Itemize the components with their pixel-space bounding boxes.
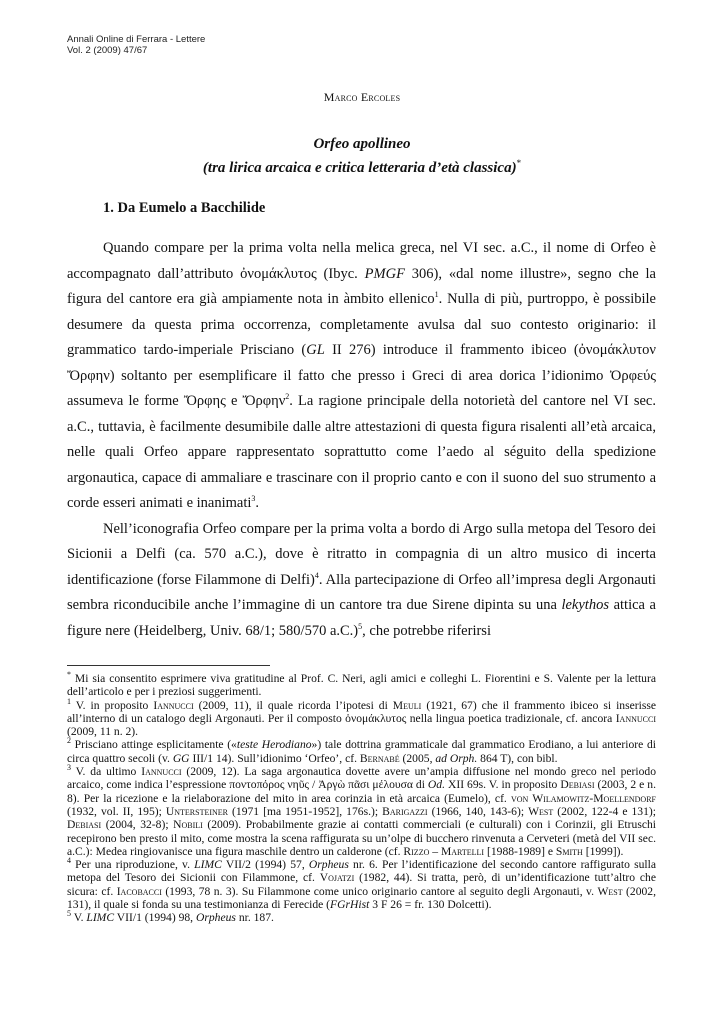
text-run: V. in proposito: [71, 698, 154, 712]
italic-run: PMGF: [364, 265, 405, 282]
cited-author: Debiasi: [67, 818, 102, 832]
title-line-1: Orfeo apollineo: [313, 136, 411, 152]
text-run: (2005,: [399, 751, 436, 765]
text-run: III/1 14). Sull’idionimo ‘Orfeo’, cf.: [189, 751, 360, 765]
text-run: [1999]).: [582, 844, 624, 858]
text-run: VII/2 (1994) 57,: [221, 858, 309, 872]
footnote-mark: 1: [67, 696, 71, 706]
journal-name: Annali Online di Ferrara - Lettere: [67, 34, 206, 45]
cited-author: Iannucci: [153, 698, 194, 712]
body-text: [67, 236, 656, 644]
italic-run: GG: [172, 751, 190, 765]
text-run: Nell’iconografia Orfeo compare per la prima volta a bordo di Argo sulla metopa del Tesoro dei Sicionii a Delfi (ca. 570 a.C.), dove è ritratto in compagnia di un altro musico di incerta identificazione (forse Filammone di Delfi): [67, 520, 656, 588]
cited-author: Meuli: [392, 698, 422, 712]
italic-run: Orpheus: [195, 911, 236, 925]
paragraph-2: [67, 517, 656, 645]
italic-run: GL: [306, 342, 325, 358]
footnote-mark: 4: [67, 856, 71, 866]
italic-run: FGrHist: [330, 898, 370, 912]
footnote-ref-1[interactable]: 1: [434, 290, 439, 300]
footnote-5: [67, 911, 656, 924]
cited-author: Smith: [555, 844, 583, 858]
cited-author: Rizzo – Martelli: [403, 844, 485, 858]
text-run: (2009, 11 n. 2).: [67, 725, 139, 739]
text-run: (2009, 11), il quale ricorda l’ipotesi di: [193, 698, 393, 712]
footnote-star: [67, 672, 656, 699]
footnotes: [67, 672, 656, 925]
text-run: . Alla partecipazione di Orfeo all’impresa degli Argonauti sembra riconducibile anche l’immagine di un cantore tra due Sirene dipinta su una: [67, 571, 657, 613]
section-heading: 1. Da Eumelo a Bacchilide: [103, 200, 266, 216]
text-run: .: [255, 495, 260, 511]
footnote-text: Mi sia consentito esprimere viva gratitudine al Prof. C. Neri, agli amici e colleghi L. Fiorentini e S. Valente per la lettura dell’articolo e per i preziosi suggerimenti.: [67, 672, 656, 699]
text-run: (2009, 12). La saga argonautica dovette avere un’ampia diffusione nel mondo greco nel periodo arcaico, come indica l’espressione ποντοπόρος νηῦς / Ἀργὼ πᾶσι μέλουσα di: [67, 765, 656, 792]
italic-run: ad Orph.: [435, 751, 478, 765]
text-run: (2002, 122-4 e 131);: [553, 804, 656, 818]
text-run: XII 69s. V. in proposito: [444, 778, 561, 792]
text-run: 3 F 26 = fr. 130 Dolcetti).: [369, 898, 492, 912]
text-run: , che potrebbe riferirsi: [362, 622, 491, 639]
italic-run: LIMC: [86, 911, 115, 925]
footnote-1: [67, 696, 656, 739]
text-run: (2002, 131), il quale si fonda su una testimonianza di Ferecide (: [67, 884, 656, 912]
text-run: (2003, 2 e n. 8). Per la ricezione e la rielaborazione del mito in area corinzia in età arcaica (Eumelo), cf.: [67, 778, 656, 805]
cited-author: Iannucci: [615, 711, 656, 725]
text-run: (1982, 44). Si tratta, però, di un’identificazione tutt’altro che sicura: cf.: [67, 871, 656, 898]
cited-author: Barigazzi: [382, 804, 428, 818]
text-run: nr. 6. Per l’identificazione del secondo cantore raffigurato sulla metopa del Tesoro dei Sicionii con Filammone, cf.: [67, 858, 657, 885]
paragraph-1: [67, 236, 656, 517]
text-run: VII/1 (1994) 98,: [114, 911, 196, 925]
text-run: 306), «dal nome illustre», segno che la figura del cantore era già ampiamente nota in àmbito ellenico: [67, 265, 656, 307]
text-run: [1988-1989] e: [484, 844, 556, 858]
cited-author: von Wilamowitz-Moellendorf: [510, 791, 656, 805]
text-run: nr. 187.: [235, 911, 274, 925]
footnote-mark: *: [67, 670, 71, 680]
text-run: . Nulla di più, purtroppo, è possibile desumere da questa prima occorrenza, completamente avulsa dal suo contesto originario: il grammatico tardo-imperiale Prisciano (: [67, 291, 656, 358]
footnote-4: [67, 858, 656, 911]
author-name: Marco Ercoles: [323, 90, 401, 104]
cited-author: Untersteiner: [165, 804, 229, 818]
italic-run: Orpheus: [308, 858, 349, 872]
text-run: Quando compare per la prima volta nella melica greca, nel VI sec. a.C., il nome di Orfeo è accompagnato dall’attributo ὀνομάκλυτος (Ibyc.: [67, 240, 656, 282]
text-run: (1966, 140, 143-6);: [427, 804, 529, 818]
text-run: ») tale dottrina grammaticale dal grammatico Erodiano, a lui anteriore di circa quattro secoli (v.: [67, 738, 656, 765]
footnote-mark: 5: [67, 909, 71, 919]
cited-author: Bernabé: [359, 751, 400, 765]
text-run: (1993, 78 n. 3). Su Filammone come unico originario cantore al seguito degli Argonauti, v.: [161, 884, 598, 898]
footnote-ref-3[interactable]: 3: [251, 494, 256, 504]
footnote-3: [67, 765, 656, 858]
cited-author: West: [597, 884, 623, 898]
text-run: (1971 [ma 1951-1952], 176s.);: [228, 804, 383, 818]
italic-run: lekythos: [561, 597, 609, 613]
text-run: Per una riproduzione, v.: [71, 858, 195, 872]
article-title: [0, 135, 724, 178]
text-run: Prisciano attinge esplicitamente («: [71, 738, 237, 752]
footnote-2: [67, 738, 656, 765]
text-run: (2004, 32-8);: [101, 818, 174, 832]
footnote-ref-5[interactable]: 5: [358, 621, 363, 631]
cited-author: Iannucci: [141, 765, 182, 779]
footnote-ref-4[interactable]: 4: [314, 570, 319, 580]
text-run: (2009). Probabilmente grazie ai contatti commerciali (e culturali) con i Corinzii, gli Etruschi recepirono ben presto il mito, come mostra la scena raffigurata su un’olpe di bucchero rinvenuta a Cerveteri (metà del VII sec. a.C.): Medea ringiovanisce una figura maschile dentro un calderone (cf.: [67, 818, 656, 858]
title-footnote-mark: *: [516, 158, 522, 168]
text-run: (1921, 67) che il frammento ibiceo si inserisse all’interno di un catalogo degli Argonauti. Per il composto ὀνομάκλυτος nella lingua poetica tradizionale, cf. ancora: [67, 698, 656, 725]
text-run: V. da ultimo: [71, 765, 142, 779]
text-run: V.: [71, 911, 87, 925]
footnote-ref-2[interactable]: 2: [285, 392, 290, 402]
running-header: [67, 34, 205, 56]
footnote-mark: 3: [67, 763, 71, 773]
cited-author: Vojatzi: [319, 871, 355, 885]
cited-author: Iacobacci: [116, 884, 162, 898]
cited-author: Nobili: [173, 818, 203, 832]
italic-run: LIMC: [194, 858, 222, 872]
footnote-separator: [67, 665, 270, 666]
text-run: II 276) introduce il frammento ibiceo (ὀνομάκλυτον Ὄρφην) soltanto per esemplificare il fatto che presso i Greci di area dorica l’idionimo Ὀρφεύς assumeva le forme Ὄρφης e Ὄρφην: [67, 342, 656, 409]
title-line-2: [0, 154, 724, 178]
italic-run: Od.: [427, 778, 445, 792]
cited-author: Debiasi: [560, 778, 595, 792]
text-run: attica a figure nere (Heidelberg, Univ. 68/1; 580/570 a.C.): [67, 597, 656, 639]
cited-author: West: [528, 804, 554, 818]
footnote-mark: 2: [67, 736, 71, 746]
italic-run: teste Herodiano: [236, 738, 312, 752]
text-run: . La ragione principale della notorietà del cantore nel VI sec. a.C., tuttavia, è facilmente desumibile dalle altre attestazioni di questa figura risalenti all’età arcaica, nelle quali Orfeo appare rappresentato soprattutto come l’aedo al séguito della spedizione argonautica, capace di ammaliare e trascinare con il proprio canto e con il suono del suo strumento a corde esseri animati e inanimati: [67, 393, 656, 511]
text-run: (1932, vol. II, 195);: [67, 804, 166, 818]
title-subtitle: (tra lirica arcaica e critica letteraria d’età classica): [202, 160, 517, 176]
text-run: 864 T), con bibl.: [477, 751, 558, 765]
volume-info: Vol. 2 (2009) 47/67: [67, 45, 148, 56]
